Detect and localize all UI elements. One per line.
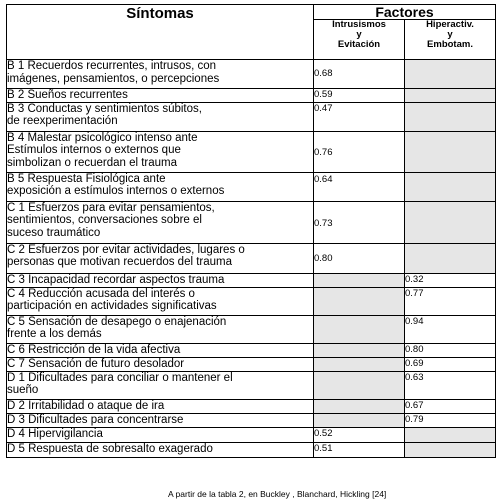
factor2-value: 0.67 — [405, 399, 496, 413]
table-row — [7, 343, 496, 357]
symptom-line: simbolizan o recuerdan el trauma — [7, 156, 178, 169]
table-row — [7, 427, 496, 442]
symptom-line: B 4 Malestar psicológico intenso ante — [7, 131, 198, 144]
factor1-value: 0.80 — [314, 243, 405, 273]
symptom-line: personas que motivan recuerdos del trauma — [7, 256, 233, 269]
factor2-value: 0.32 — [405, 273, 496, 287]
factor2-value: 0.69 — [405, 357, 496, 371]
symptom-line: D 2 Irritabilidad o ataque de ira — [7, 399, 165, 412]
table-row — [7, 287, 496, 315]
factor2-value — [405, 243, 496, 273]
symptom-cell — [7, 357, 314, 371]
table-row — [7, 201, 496, 243]
symptom-line: Estímulos internos o externos que — [7, 144, 181, 157]
factor1-value: 0.52 — [314, 427, 405, 442]
factor1-value — [314, 371, 405, 399]
symptom-line: sueño — [7, 384, 39, 397]
factor1-value — [314, 413, 405, 427]
symptom-cell — [7, 287, 314, 315]
table-row — [7, 315, 496, 343]
symptom-cell — [7, 427, 314, 442]
table-row — [7, 60, 496, 89]
symptom-line: suceso traumático — [7, 226, 101, 239]
symptom-cell — [7, 413, 314, 427]
table-row — [7, 243, 496, 273]
factor2-value — [405, 201, 496, 243]
symptom-line: imágenes, pensamientos, o percepciones — [7, 72, 220, 85]
source-note: A partir de la tabla 2, en Buckley , Blanchard, Hickling [24] — [168, 489, 387, 499]
symptom-line: frente a los demás — [7, 328, 102, 341]
symptom-line: de reexperimentación — [7, 115, 118, 128]
symptom-line: C 6 Restricción de la vida afectiva — [7, 343, 181, 356]
symptom-line: D 1 Dificultades para conciliar o mantener el — [7, 371, 233, 384]
factor2-value: 0.94 — [405, 315, 496, 343]
symptom-line: D 5 Respuesta de sobresalto exagerado — [7, 442, 213, 455]
symptom-cell — [7, 343, 314, 357]
symptom-line: C 1 Esfuerzos para evitar pensamientos, — [7, 201, 215, 214]
symptom-cell — [7, 371, 314, 399]
symptom-cell — [7, 89, 314, 103]
symptom-cell — [7, 172, 314, 201]
factor1-value: 0.59 — [314, 89, 405, 103]
factor1-value — [314, 399, 405, 413]
factor2-value — [405, 442, 496, 457]
factor1-value — [314, 287, 405, 315]
factor1-value — [314, 273, 405, 287]
factor2-value — [405, 427, 496, 442]
factor2-header: Hiperactiv. y Embotam. — [405, 20, 496, 60]
table-row — [7, 89, 496, 103]
factor2-value — [405, 102, 496, 131]
symptom-cell — [7, 60, 314, 89]
symptom-cell — [7, 201, 314, 243]
factor1-value: 0.73 — [314, 201, 405, 243]
factor2-value: 0.63 — [405, 371, 496, 399]
symptom-line: sentimientos, conversaciones sobre el — [7, 214, 202, 227]
symptom-cell — [7, 273, 314, 287]
table-row — [7, 273, 496, 287]
symptom-cell — [7, 399, 314, 413]
factor1-value: 0.47 — [314, 102, 405, 131]
factor1-value: 0.64 — [314, 172, 405, 201]
symptom-cell — [7, 442, 314, 457]
factor1-value: 0.68 — [314, 60, 405, 89]
symptom-line: D 3 Dificultades para concentrarse — [7, 413, 184, 426]
symptom-cell — [7, 315, 314, 343]
factor1-value: 0.76 — [314, 131, 405, 172]
table-row — [7, 172, 496, 201]
table-row — [7, 442, 496, 457]
table-row — [7, 102, 496, 131]
symptom-line: C 7 Sensación de futuro desolador — [7, 357, 185, 370]
symptom-line: exposición a estímulos internos o externos — [7, 185, 225, 198]
factor2-value: 0.79 — [405, 413, 496, 427]
symptom-cell — [7, 243, 314, 273]
factor2-value — [405, 172, 496, 201]
symptom-line: B 2 Sueños recurrentes — [7, 89, 128, 101]
table-row — [7, 399, 496, 413]
table-row — [7, 131, 496, 172]
factors-table — [6, 4, 496, 458]
symptom-line: C 2 Esfuerzos por evitar actividades, lugares o — [7, 243, 245, 256]
symptom-cell — [7, 102, 314, 131]
symptom-line: B 3 Conductas y sentimientos súbitos, — [7, 102, 202, 115]
factor2-value: 0.80 — [405, 343, 496, 357]
factor1-value: 0.51 — [314, 442, 405, 457]
symptom-line: C 3 Incapacidad recordar aspectos trauma — [7, 273, 225, 286]
symptom-line: D 4 Hipervigilancia — [7, 427, 103, 440]
symptom-line: C 4 Reducción acusada del interés o — [7, 287, 195, 300]
factor2-value — [405, 60, 496, 89]
factor2-value — [405, 89, 496, 103]
symptom-line: participación en actividades significativas — [7, 300, 217, 313]
factor1-value — [314, 315, 405, 343]
symptom-line: B 5 Respuesta Fisiológica ante — [7, 172, 166, 185]
factor1-value — [314, 343, 405, 357]
factor1-header: Intrusismos y Evitación — [314, 20, 405, 60]
symptom-line: B 1 Recuerdos recurrentes, intrusos, con — [7, 60, 217, 72]
symptom-line: C 5 Sensación de desapego o enajenación — [7, 315, 227, 328]
table-row — [7, 371, 496, 399]
symptom-cell — [7, 131, 314, 172]
factor2-value: 0.77 — [405, 287, 496, 315]
factor1-value — [314, 357, 405, 371]
factors-header: Factores — [314, 5, 496, 20]
table-row — [7, 413, 496, 427]
factor2-value — [405, 131, 496, 172]
symptoms-header: Síntomas — [7, 5, 314, 60]
table-row — [7, 357, 496, 371]
